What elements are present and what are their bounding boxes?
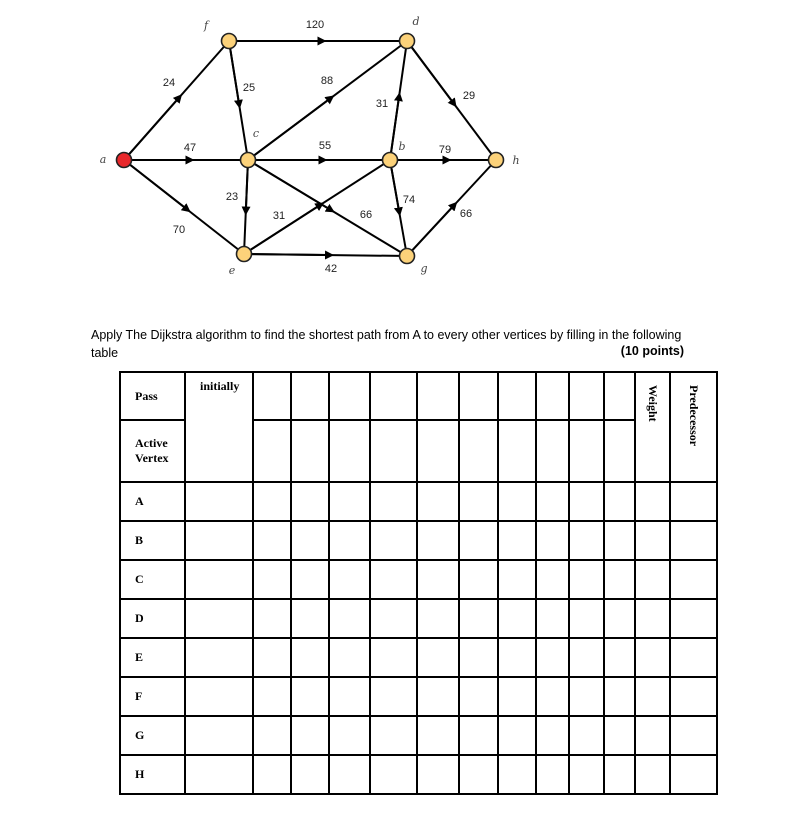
table-cell[interactable] xyxy=(185,716,253,755)
edge-weight-label: 66 xyxy=(459,208,473,220)
arrow-e-b xyxy=(250,205,320,250)
node-f xyxy=(222,34,237,49)
instruction-text: Apply The Dijkstra algorithm to find the shortest path from A to every other vertices by filling in the following table xyxy=(91,328,682,360)
arrow-e-g xyxy=(251,254,329,255)
table-cell[interactable] xyxy=(498,372,536,420)
edge-weight-label: 47 xyxy=(183,142,197,154)
table-cell[interactable] xyxy=(604,482,635,521)
vertex-row-g xyxy=(120,716,717,755)
edge-weight-label: 88 xyxy=(320,75,334,87)
dijkstra-table xyxy=(119,371,718,795)
table-cell[interactable] xyxy=(498,560,536,599)
vertex-label: D xyxy=(120,599,185,638)
edge-weight-label: 24 xyxy=(162,77,176,89)
table-cell[interactable] xyxy=(604,638,635,677)
node-label-h: h xyxy=(512,154,520,167)
table-cell[interactable] xyxy=(329,482,370,521)
table-cell[interactable] xyxy=(253,521,291,560)
edge-weight-label: 25 xyxy=(242,82,256,94)
table-cell[interactable] xyxy=(370,716,417,755)
arrow-b-g xyxy=(391,167,399,212)
table-cell[interactable] xyxy=(291,677,329,716)
edge-weight-label: 29 xyxy=(462,90,476,102)
table-cell[interactable] xyxy=(498,482,536,521)
arrow-d-h xyxy=(411,47,453,104)
vertex-label: A xyxy=(120,482,185,521)
vertex-row-b xyxy=(120,521,717,560)
table-cell[interactable] xyxy=(635,521,670,560)
points-label: (10 points) xyxy=(620,344,684,358)
vertex-row-f xyxy=(120,677,717,716)
arrow-a-e xyxy=(130,165,187,210)
node-label-c: c xyxy=(252,127,260,140)
table-cell[interactable] xyxy=(185,521,253,560)
table-cell[interactable] xyxy=(569,482,604,521)
table-cell[interactable] xyxy=(459,599,498,638)
table-cell[interactable] xyxy=(291,716,329,755)
table-cell[interactable] xyxy=(291,372,329,420)
edge-weight-label: 70 xyxy=(172,224,186,236)
table-cell[interactable] xyxy=(536,521,569,560)
table-cell[interactable] xyxy=(670,638,717,677)
table-cell[interactable] xyxy=(498,716,536,755)
table-cell[interactable] xyxy=(459,420,498,482)
node-d xyxy=(400,34,415,49)
table-cell[interactable] xyxy=(536,755,569,794)
table-cell[interactable] xyxy=(417,560,459,599)
table-cell[interactable] xyxy=(635,755,670,794)
table-cell[interactable] xyxy=(536,638,569,677)
edge-weight-label: 42 xyxy=(324,263,338,275)
table-cell[interactable] xyxy=(370,372,417,420)
table-cell[interactable] xyxy=(459,482,498,521)
table-cell[interactable] xyxy=(536,372,569,420)
table-cell[interactable] xyxy=(329,638,370,677)
edge-weight-label: 31 xyxy=(272,210,286,222)
table-cell[interactable] xyxy=(253,638,291,677)
table-cell[interactable] xyxy=(329,372,370,420)
node-a xyxy=(117,153,132,168)
table-cell[interactable] xyxy=(417,638,459,677)
table-cell[interactable] xyxy=(291,560,329,599)
table-cell[interactable] xyxy=(185,638,253,677)
node-label-d: d xyxy=(412,15,420,28)
table-cell[interactable] xyxy=(670,560,717,599)
table-cell[interactable] xyxy=(417,677,459,716)
table-cell[interactable] xyxy=(417,372,459,420)
table-cell[interactable] xyxy=(417,521,459,560)
node-label-g: g xyxy=(420,262,428,275)
table-cell[interactable] xyxy=(370,482,417,521)
table-cell[interactable] xyxy=(670,755,717,794)
vertex-label: E xyxy=(120,638,185,677)
table-cell[interactable] xyxy=(536,716,569,755)
node-c xyxy=(241,153,256,168)
table-cell[interactable] xyxy=(291,521,329,560)
weight-header xyxy=(635,372,670,482)
table-cell[interactable] xyxy=(291,638,329,677)
table-cell[interactable] xyxy=(536,482,569,521)
table-cell[interactable] xyxy=(569,755,604,794)
vertex-rows xyxy=(120,482,717,794)
vertex-label: B xyxy=(120,521,185,560)
table-cell[interactable] xyxy=(417,599,459,638)
table-cell[interactable] xyxy=(604,521,635,560)
table-cell[interactable] xyxy=(604,677,635,716)
table-cell[interactable] xyxy=(635,638,670,677)
table-cell[interactable] xyxy=(569,677,604,716)
table-cell[interactable] xyxy=(604,755,635,794)
table-cell[interactable] xyxy=(329,716,370,755)
table-cell[interactable] xyxy=(370,560,417,599)
table-cell[interactable] xyxy=(569,638,604,677)
table-cell[interactable] xyxy=(253,716,291,755)
table-cell[interactable] xyxy=(604,599,635,638)
table-cell[interactable] xyxy=(536,420,569,482)
table-cell[interactable] xyxy=(185,677,253,716)
table-cell[interactable] xyxy=(329,599,370,638)
table-cell[interactable] xyxy=(569,716,604,755)
vertex-label: H xyxy=(120,755,185,794)
table-cell[interactable] xyxy=(498,599,536,638)
table-cell[interactable] xyxy=(291,420,329,482)
table-cell[interactable] xyxy=(498,638,536,677)
weight-label: Weight xyxy=(646,385,660,422)
vertex-label: G xyxy=(120,716,185,755)
table-cell[interactable] xyxy=(417,716,459,755)
table-cell[interactable] xyxy=(459,755,498,794)
arrow-a-f xyxy=(129,98,179,155)
table-cell[interactable] xyxy=(253,755,291,794)
table-cell[interactable] xyxy=(417,420,459,482)
table-cell[interactable] xyxy=(291,599,329,638)
table-cell[interactable] xyxy=(635,560,670,599)
predecessor-label: Predecessor xyxy=(687,385,701,447)
table-cell[interactable] xyxy=(498,677,536,716)
table-cell[interactable] xyxy=(498,420,536,482)
table-cell[interactable] xyxy=(635,677,670,716)
table-cell[interactable] xyxy=(253,372,291,420)
table-cell[interactable] xyxy=(253,420,291,482)
table-cell[interactable] xyxy=(569,521,604,560)
table-cell[interactable] xyxy=(329,521,370,560)
table-cell[interactable] xyxy=(459,560,498,599)
table-cell[interactable] xyxy=(291,482,329,521)
edge-weight-label: 23 xyxy=(225,191,239,203)
pass-row xyxy=(120,372,717,420)
node-label-a: a xyxy=(99,153,107,166)
vertex-row-a xyxy=(120,482,717,521)
table-cell[interactable] xyxy=(459,372,498,420)
table-cell[interactable] xyxy=(329,560,370,599)
vertex-label: F xyxy=(120,677,185,716)
table-cell[interactable] xyxy=(370,420,417,482)
table-cell[interactable] xyxy=(569,560,604,599)
table-cell[interactable] xyxy=(253,599,291,638)
table-cell[interactable] xyxy=(459,677,498,716)
table-cell[interactable] xyxy=(670,521,717,560)
table-cell[interactable] xyxy=(604,372,635,420)
arrow-c-e xyxy=(246,167,248,211)
table-cell[interactable] xyxy=(329,420,370,482)
graph-diagram xyxy=(0,0,801,300)
table-cell[interactable] xyxy=(604,716,635,755)
table-cell[interactable] xyxy=(569,599,604,638)
node-g xyxy=(400,249,415,264)
table-cell[interactable] xyxy=(370,677,417,716)
node-e xyxy=(237,247,252,262)
table-cell[interactable] xyxy=(417,482,459,521)
edge-weight-label: 120 xyxy=(305,19,325,31)
table-cell[interactable] xyxy=(569,372,604,420)
table-cell[interactable] xyxy=(370,638,417,677)
table-cell[interactable] xyxy=(417,755,459,794)
node-label-e: e xyxy=(228,264,236,277)
arrow-g-h xyxy=(412,205,454,250)
node-h xyxy=(489,153,504,168)
table-cell[interactable] xyxy=(459,638,498,677)
vertex-row-h xyxy=(120,755,717,794)
node-label-f: f xyxy=(203,19,209,32)
table-cell[interactable] xyxy=(604,560,635,599)
table-cell[interactable] xyxy=(185,560,253,599)
initially-cell: initially xyxy=(185,372,253,482)
pass-label: Pass xyxy=(120,372,185,420)
table-cell[interactable] xyxy=(459,716,498,755)
table-cell[interactable] xyxy=(670,677,717,716)
table-cell[interactable] xyxy=(370,599,417,638)
table-cell[interactable] xyxy=(370,755,417,794)
edge-weight-label: 31 xyxy=(375,98,389,110)
table-cell[interactable] xyxy=(253,677,291,716)
node-label-b: b xyxy=(398,140,406,153)
table-cell[interactable] xyxy=(253,560,291,599)
table-cell[interactable] xyxy=(498,755,536,794)
table-cell[interactable] xyxy=(329,755,370,794)
edge-weight-label: 74 xyxy=(402,194,416,206)
table-cell[interactable] xyxy=(670,599,717,638)
active-vertex-label: Active Vertex xyxy=(120,420,185,482)
table-cell[interactable] xyxy=(253,482,291,521)
edge-weight-label: 79 xyxy=(438,144,452,156)
table-cell[interactable] xyxy=(370,521,417,560)
predecessor-header xyxy=(670,372,717,482)
vertex-label: C xyxy=(120,560,185,599)
table-cell[interactable] xyxy=(291,755,329,794)
table-cell[interactable] xyxy=(635,599,670,638)
vertex-row-e xyxy=(120,638,717,677)
edge-weight-label: 55 xyxy=(318,140,332,152)
arrow-c-g xyxy=(254,164,331,210)
table-cell[interactable] xyxy=(536,560,569,599)
table-cell[interactable] xyxy=(185,755,253,794)
table-cell[interactable] xyxy=(498,521,536,560)
table-cell[interactable] xyxy=(569,420,604,482)
table-cell[interactable] xyxy=(635,716,670,755)
table-cell[interactable] xyxy=(536,599,569,638)
table-cell[interactable] xyxy=(185,599,253,638)
table-cell[interactable] xyxy=(185,482,253,521)
vertex-row-c xyxy=(120,560,717,599)
table-cell[interactable] xyxy=(459,521,498,560)
vertex-row-d xyxy=(120,599,717,638)
arrow-f-c xyxy=(230,48,239,104)
table-cell[interactable] xyxy=(670,716,717,755)
edge-weight-label: 66 xyxy=(359,209,373,221)
table-cell[interactable] xyxy=(670,482,717,521)
table-cell[interactable] xyxy=(329,677,370,716)
table-cell[interactable] xyxy=(635,482,670,521)
table-cell[interactable] xyxy=(536,677,569,716)
node-b xyxy=(383,153,398,168)
table-cell[interactable] xyxy=(604,420,635,482)
